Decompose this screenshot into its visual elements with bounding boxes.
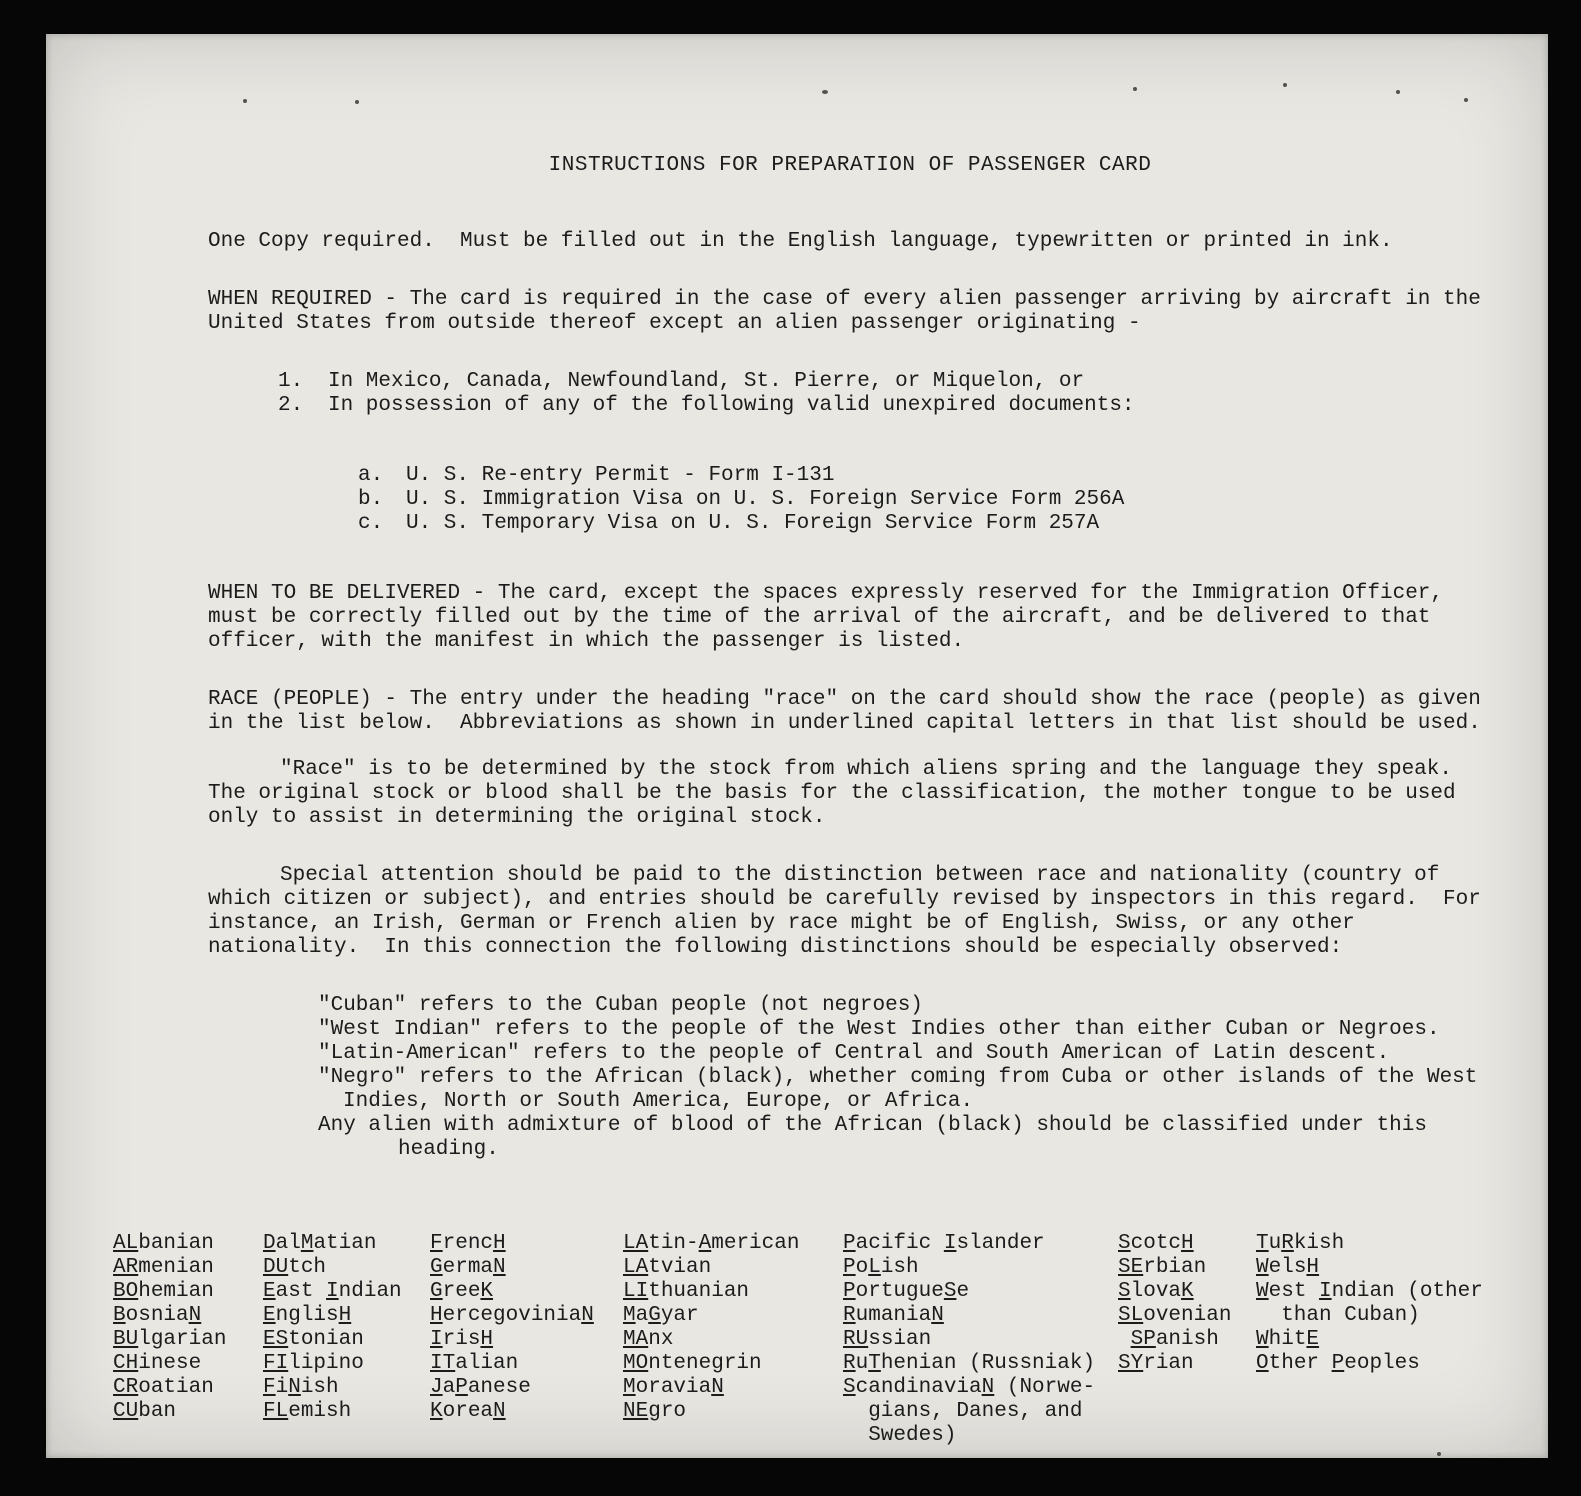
race-item: RUssian (843, 1328, 932, 1351)
lettered-item-marker: b. (358, 488, 384, 511)
race-item: RuThenian (Russniak) (843, 1352, 1096, 1375)
race-item: ScandinaviaN (Norwe- (843, 1376, 1096, 1399)
numbered-item (208, 394, 1492, 418)
race-item: SLovenian (1118, 1304, 1232, 1327)
race-item: HercegoviniaN (430, 1304, 594, 1327)
race-people-paragraph: RACE (PEOPLE) - The entry under the heading "race" on the card should show the race (people) as given in the list below. Abbreviations as shown in underlined capital letters in that list should be used. (208, 688, 1494, 735)
lettered-item-text: U. S. Immigration Visa on U. S. Foreign Service Form 256A (406, 488, 1125, 511)
race-column (1118, 1232, 1256, 1448)
scan-speck (1437, 1452, 1441, 1456)
race-item: ARmenian (113, 1256, 214, 1279)
special-attention-paragraph: Special attention should be paid to the distinction between race and nationality (country of which citizen or subject), and entries should be carefully revised by inspectors in this regard. For instance, an Irish, German or French alien by race might be of English, Swiss, or any other nationality. In this connection the following distinctions should be especially observed: (208, 864, 1494, 959)
lettered-item-marker: a. (358, 464, 384, 487)
lettered-item (208, 488, 1492, 512)
race-item: BUlgarian (113, 1328, 227, 1351)
numbered-item (208, 370, 1492, 394)
race-item: gians, Danes, and (843, 1400, 1083, 1423)
race-item: PoLish (843, 1256, 919, 1279)
scan-speck (1464, 98, 1468, 102)
race-item: CUban (113, 1400, 177, 1423)
race-item: JaPanese (430, 1376, 531, 1399)
lettered-item (208, 464, 1492, 488)
race-item: WelsH (1256, 1256, 1320, 1279)
scan-speck (243, 99, 247, 103)
race-item: MOntenegrin (623, 1352, 762, 1375)
race-column (430, 1232, 623, 1448)
distinctions-list (208, 994, 1492, 1162)
race-item: SYrian (1118, 1352, 1194, 1375)
race-item: NEgro (623, 1400, 687, 1423)
race-table (113, 1232, 1492, 1448)
race-item: Swedes) (843, 1424, 957, 1447)
page-title: INSTRUCTIONS FOR PREPARATION OF PASSENGER CARD (548, 154, 1152, 177)
race-item: KoreaN (430, 1400, 506, 1423)
race-item: DalMatian (263, 1232, 377, 1255)
race-item: LIthuanian (623, 1280, 750, 1303)
race-item: LAtvian (623, 1256, 712, 1279)
scanned-page-paper (46, 34, 1548, 1458)
when-delivered-paragraph: WHEN TO BE DELIVERED - The card, except the spaces expressly reserved for the Immigration Officer, must be correctly filled out by the time of the arrival of the aircraft, and be delivered to that officer, with the manifest in which the passenger is listed. (208, 582, 1456, 653)
race-item: CRoatian (113, 1376, 214, 1399)
lettered-list (208, 464, 1492, 536)
race-item: GreeK (430, 1280, 494, 1303)
race-item: SPanish (1130, 1328, 1219, 1351)
scan-speck (822, 90, 828, 94)
race-item: West Indian (other (1256, 1280, 1483, 1303)
race-item: CHinese (113, 1352, 202, 1375)
race-item: BOhemian (113, 1280, 214, 1303)
race-item: Other Peoples (1256, 1352, 1420, 1375)
race-item: LAtin-American (623, 1232, 800, 1255)
race-item: ScotcH (1118, 1232, 1194, 1255)
race-item: TuRkish (1256, 1232, 1345, 1255)
distinction-item: Any alien with admixture of blood of the African (black) should be classified under this heading. (318, 1114, 1440, 1161)
race-item: MoraviaN (623, 1376, 724, 1399)
numbered-item-marker: 1. (278, 370, 304, 393)
race-item: WhitE (1256, 1328, 1320, 1351)
distinction-item: "Negro" refers to the African (black), whether coming from Cuba or other islands of the West Indies, North or South America, Europe, or Africa. (318, 1066, 1490, 1113)
lettered-item-text: U. S. Temporary Visa on U. S. Foreign Service Form 257A (406, 512, 1100, 535)
document-content (113, 154, 1494, 1448)
numbered-item-marker: 2. (278, 394, 304, 417)
when-required-paragraph: WHEN REQUIRED - The card is required in the case of every alien passenger arriving by aircraft in the United States from outside thereof except an alien passenger originating - (208, 288, 1494, 335)
distinction-item: "Latin-American" refers to the people of Central and South American of Latin descent. (318, 1042, 1390, 1065)
scan-speck (355, 100, 359, 104)
race-item: FLemish (263, 1400, 352, 1423)
race-item: IrisH (430, 1328, 494, 1351)
numbered-list (208, 370, 1492, 418)
race-column (1256, 1232, 1546, 1448)
intro-paragraph: One Copy required. Must be filled out in the English language, typewritten or printed in ink. (208, 230, 1393, 253)
race-item: EnglisH (263, 1304, 352, 1327)
race-determined-paragraph: "Race" is to be determined by the stock from which aliens spring and the language they speak. The original stock or blood shall be the basis for the classification, the mother tongue to be used only to assist in determining the original stock. (208, 758, 1478, 829)
race-item: FIlipino (263, 1352, 364, 1375)
race-item: PortugueSe (843, 1280, 970, 1303)
race-item: DUtch (263, 1256, 327, 1279)
race-item: SErbian (1118, 1256, 1207, 1279)
race-item: FiNish (263, 1376, 339, 1399)
race-item: than Cuban) (1256, 1304, 1420, 1327)
race-item: East Indian (263, 1280, 402, 1303)
race-column (623, 1232, 843, 1448)
race-item: BosniaN (113, 1304, 202, 1327)
race-item: ALbanian (113, 1232, 214, 1255)
race-item: RumaniaN (843, 1304, 944, 1327)
scan-speck (1133, 87, 1137, 91)
race-item: EStonian (263, 1328, 364, 1351)
lettered-item (208, 512, 1492, 536)
numbered-item-text: In Mexico, Canada, Newfoundland, St. Pierre, or Miquelon, or (328, 370, 1085, 393)
race-column (113, 1232, 263, 1448)
lettered-item-text: U. S. Re-entry Permit - Form I-131 (406, 464, 835, 487)
numbered-item-text: In possession of any of the following valid unexpired documents: (328, 394, 1135, 417)
race-item: MaGyar (623, 1304, 699, 1327)
race-column (843, 1232, 1118, 1448)
race-item: MAnx (623, 1328, 674, 1351)
scan-speck (1283, 83, 1287, 87)
race-column (263, 1232, 430, 1448)
distinction-item: "Cuban" refers to the Cuban people (not negroes) (318, 994, 923, 1017)
scan-speck (1396, 90, 1400, 94)
race-item: GermaN (430, 1256, 506, 1279)
distinction-item: "West Indian" refers to the people of the West Indies other than either Cuban or Negroes. (318, 1018, 1440, 1041)
race-item: ITalian (430, 1352, 519, 1375)
lettered-item-marker: c. (358, 512, 384, 535)
race-item: SlovaK (1118, 1280, 1194, 1303)
race-item: FrencH (430, 1232, 506, 1255)
race-item: Pacific Islander (843, 1232, 1045, 1255)
